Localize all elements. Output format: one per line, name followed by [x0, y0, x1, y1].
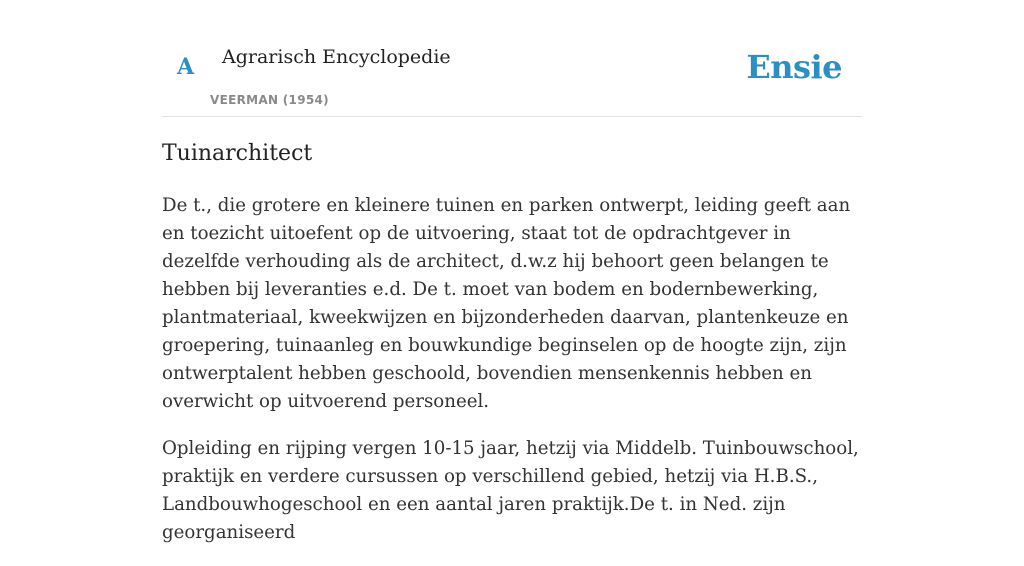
article-title: Tuinarchitect — [162, 141, 313, 166]
article-paragraph: De t., die grotere en kleinere tuinen en parken ontwerpt, leiding geeft aan en toezicht uitoefent op de uitvoering, staat tot de opdrachtgever in dezelfde verhouding als de architect, d.w.z hij behoort geen belangen te hebben bij leveranties e.d. De t. moet van bodem en bodernbewerking, plantmateriaal, kweekwijzen en bijzonderheden daarvan, plantenkeuze en groepering, tuinaanleg en bouwkundige beginselen op de hoogte zijn, zijn ontwerptalent hebben geschoold, bovendien mensenkennis hebben en overwicht op uitvoerend personeel. — [162, 195, 851, 412]
page — [162, 0, 862, 543]
article-paragraph: Opleiding en rijping vergen 10-15 jaar, hetzij via Middelb. Tuinbouwschool, praktijk en verdere cursussen op verschillend gebied, hetzij via H.B.S., Landbouwhogeschool en een aantal jaren praktijk.De t. in Ned. zijn georganiseerd — [162, 438, 859, 543]
ensie-logo-link[interactable]: Ensie — [746, 48, 842, 86]
source-subtitle[interactable]: VEERMAN (1954) — [210, 93, 329, 107]
article-body — [162, 192, 862, 566]
source-logo-letter[interactable]: A — [177, 54, 195, 80]
header — [162, 0, 862, 117]
source-title-link[interactable]: Agrarisch Encyclopedie — [222, 46, 451, 68]
